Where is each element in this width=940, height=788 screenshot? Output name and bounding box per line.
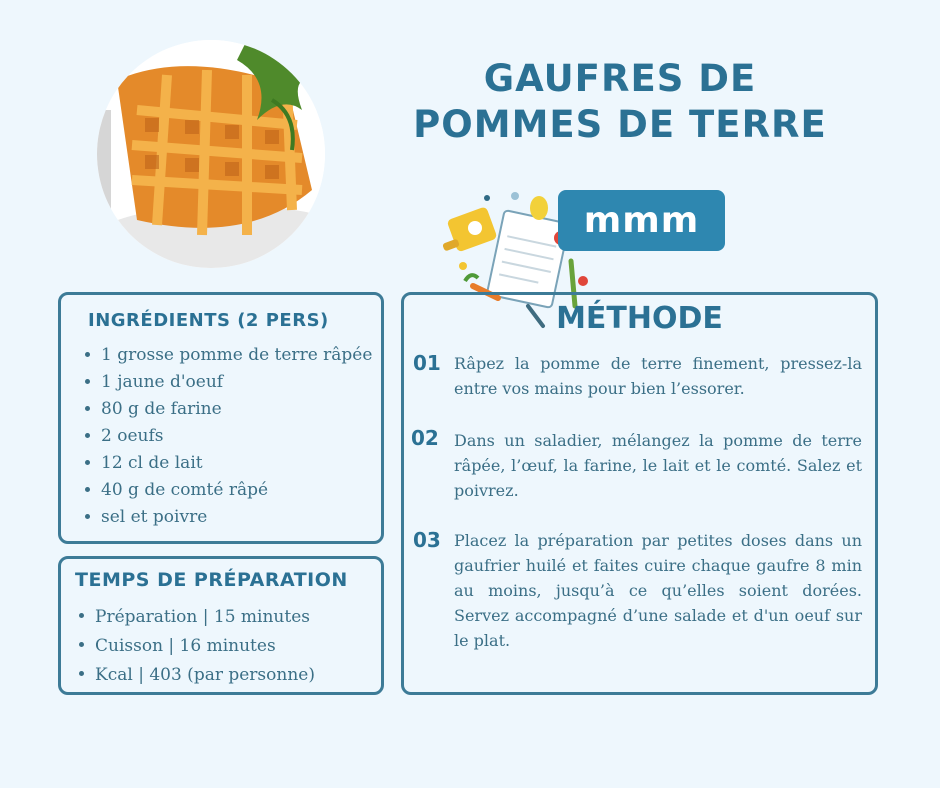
step-text: Dans un saladier, mélangez la pomme de terre râpée, l’œuf, la farine, le lait et le comté. Salez et poivrez. bbox=[454, 431, 862, 500]
step-number: 02 bbox=[411, 426, 439, 450]
step-text: Râpez la pomme de terre finement, pressez-la entre vos mains pour bien l’essorer. bbox=[454, 354, 862, 398]
method-card bbox=[401, 292, 878, 695]
list-item: sel et poivre bbox=[83, 504, 372, 531]
list-item: Kcal | 403 (par personne) bbox=[77, 661, 315, 690]
prep-time-list bbox=[77, 603, 315, 690]
list-item: Cuisson | 16 minutes bbox=[77, 632, 315, 661]
step-text: Placez la préparation par petites doses dans un gaufrier huilé et faites cuire chaque gaufre 8 min au moins, jusqu’à ce qu’elles soient dorées. Servez accompagné d’une salade et d'un oeuf sur le plat. bbox=[454, 531, 862, 650]
waffle-illustration bbox=[97, 40, 325, 268]
step-number: 01 bbox=[413, 351, 441, 375]
ingredients-list bbox=[83, 342, 372, 531]
list-item: 2 oeufs bbox=[83, 423, 372, 450]
list-item: 12 cl de lait bbox=[83, 450, 372, 477]
ingredients-card bbox=[58, 292, 384, 544]
waffle-photo bbox=[97, 40, 325, 268]
list-item: Préparation | 15 minutes bbox=[77, 603, 315, 632]
method-heading: MÉTHODE bbox=[556, 301, 723, 336]
step-number: 03 bbox=[413, 528, 441, 552]
list-item: 1 jaune d'oeuf bbox=[83, 369, 372, 396]
page-title: GAUFRES DE POMMES DE TERRE bbox=[413, 57, 827, 146]
prep-time-card bbox=[58, 556, 384, 695]
prep-time-heading: TEMPS DE PRÉPARATION bbox=[75, 569, 348, 591]
brand-badge: mmm bbox=[558, 190, 725, 251]
list-item: 40 g de comté râpé bbox=[83, 477, 372, 504]
ingredients-heading: INGRÉDIENTS (2 PERS) bbox=[88, 310, 329, 331]
list-item: 1 grosse pomme de terre râpée bbox=[83, 342, 372, 369]
list-item: 80 g de farine bbox=[83, 396, 372, 423]
